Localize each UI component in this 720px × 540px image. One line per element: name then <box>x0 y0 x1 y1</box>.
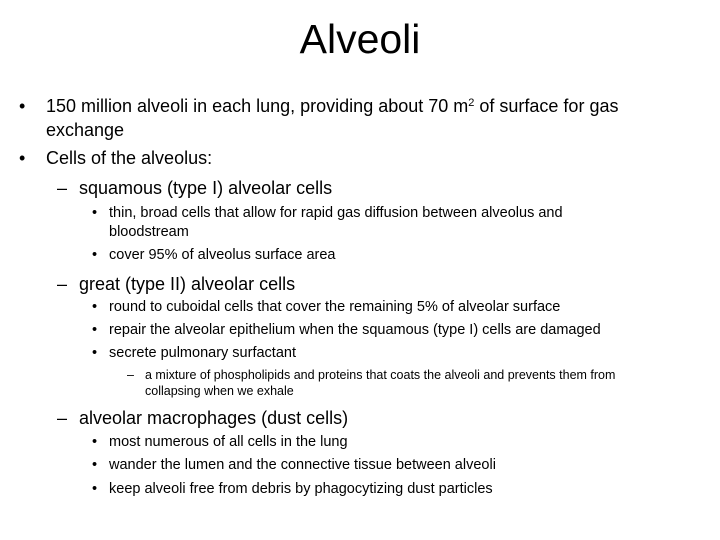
list-item: repair the alveolar epithelium when the squamous (type I) cells are damaged <box>109 322 601 338</box>
dash-marker: – <box>57 408 68 428</box>
list-item: thin, broad cells that allow for rapid gas diffusion between alveolus and <box>109 205 563 221</box>
bullet-marker: • <box>19 148 26 168</box>
dash-marker: – <box>57 178 68 198</box>
bullet-marker: • <box>92 247 98 263</box>
slide-title: Alveoli <box>299 16 421 62</box>
bullet-cells-heading: Cells of the alveolus: <box>46 148 213 168</box>
list-item: most numerous of all cells in the lung <box>109 434 348 450</box>
subheading-squamous: squamous (type I) alveolar cells <box>79 178 333 198</box>
subheading-great: great (type II) alveolar cells <box>79 274 296 294</box>
subheading-macrophages: alveolar macrophages (dust cells) <box>79 408 349 428</box>
sub-list-item: a mixture of phospholipids and proteins that coats the alveoli and prevents them from <box>145 368 616 382</box>
bullet-marker: • <box>92 345 98 361</box>
bullet-marker: • <box>92 205 98 221</box>
bullet-marker: • <box>92 457 98 473</box>
bullet-marker: • <box>92 322 98 338</box>
list-item: wander the lumen and the connective tissue between alveoli <box>109 457 496 473</box>
dash-marker: – <box>57 274 68 294</box>
bullet-marker: • <box>92 481 98 497</box>
list-item: secrete pulmonary surfactant <box>109 345 296 361</box>
list-item: cover 95% of alveolus surface area <box>109 247 336 263</box>
bullet-alveoli-count <box>46 94 618 118</box>
list-item: keep alveoli free from debris by phagocytizing dust particles <box>109 481 493 497</box>
sub-list-item-cont: collapsing when we exhale <box>145 384 294 398</box>
dash-marker: – <box>127 368 134 382</box>
bullet-line-2: exchange <box>46 120 125 140</box>
list-item-cont: bloodstream <box>109 224 189 240</box>
list-item: round to cuboidal cells that cover the remaining 5% of alveolar surface <box>109 299 561 315</box>
bullet-text: 150 million alveoli in each lung, providing about 70 m <box>46 96 469 116</box>
bullet-marker: • <box>92 299 98 315</box>
superscript-two: 2 <box>468 97 475 109</box>
bullet-text-cont: of surface for gas <box>474 96 619 116</box>
bullet-marker: • <box>19 96 26 116</box>
bullet-marker: • <box>92 434 98 450</box>
